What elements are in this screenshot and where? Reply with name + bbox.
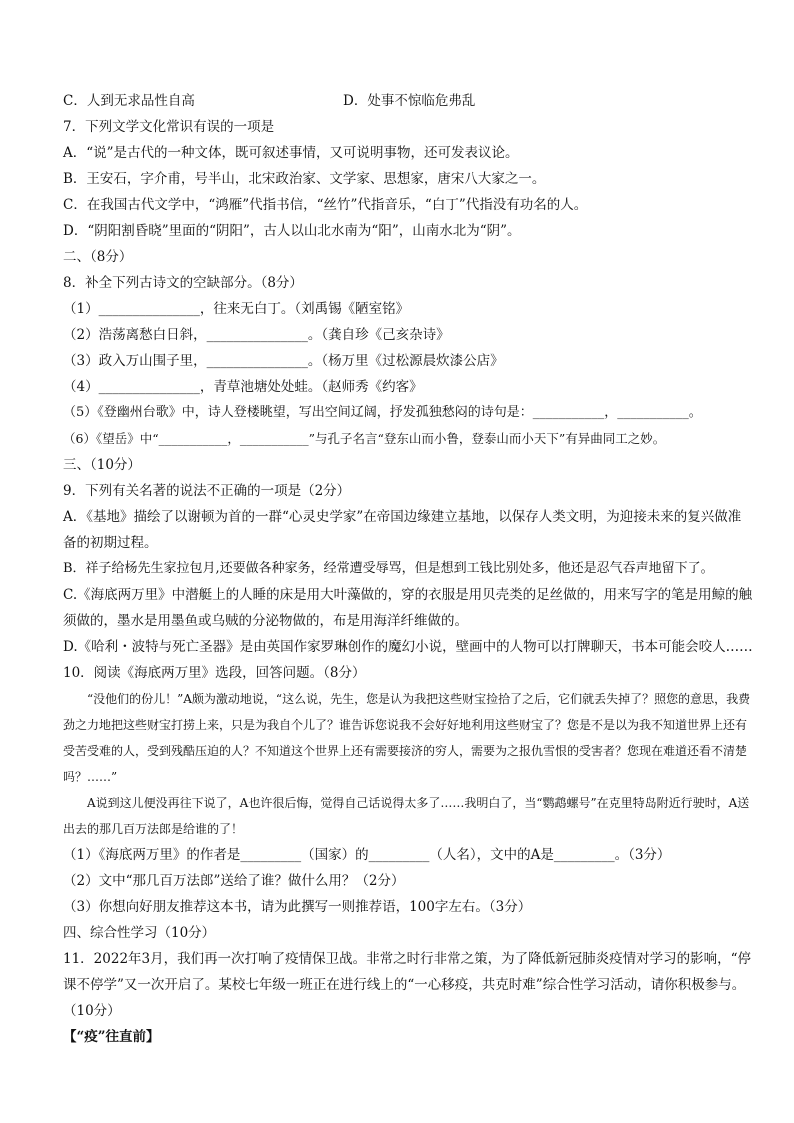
q9-option-c: C.《海底两万里》中潜艇上的人睡的床是用大叶藻做的，穿的衣服是用贝壳类的足丝做的，用来写字的笔是用鲸的触须做的，墨水是用墨鱼或乌贼的分泌物做的，布是用海洋纤维做的。 bbox=[63, 587, 753, 629]
q10-subquestion-3: （3）你想向好朋友推荐这本书，请为此撰写一则推荐语，100字左右。（3分） bbox=[63, 899, 532, 915]
q10-stem: 10．阅读《海底两万里》选段，回答问题。（8分） bbox=[63, 665, 366, 681]
section-4-heading: 四、综合性学习（10分） bbox=[63, 925, 216, 941]
q8-line-3: （3）政入万山围子里，_______________。（杨万里《过松源晨炊漆公店》 bbox=[63, 353, 504, 369]
q8-line-6: （6）《望岳》中“___________，___________”与孔子名言“登东山而小鲁，登泰山而小天下”有异曲同工之妙。 bbox=[63, 431, 666, 446]
q7-option-a: A．“说”是古代的一种文体，既可叙述事情，又可说明事物，还可发表议论。 bbox=[63, 145, 519, 161]
q6-options-cd bbox=[63, 88, 753, 114]
q7-option-c: C．在我国古代文学中，“鸿雁”代指书信，“丝竹”代指音乐，“白丁”代指没有功名的人。 bbox=[63, 197, 588, 213]
section-2-heading: 二、（8分） bbox=[63, 249, 133, 265]
q7-option-b: B．王安石，字介甫，号半山，北宋政治家、文学家、思想家，唐宋八大家之一。 bbox=[63, 171, 546, 187]
q11-subheading: 【“疫”往直前】 bbox=[63, 1029, 160, 1045]
exam-page bbox=[63, 88, 753, 1050]
q6-option-c: C．人到无求品性自高 bbox=[63, 93, 195, 109]
q10-passage-paragraph-2: A说到这儿便没再往下说了，A也许很后悔，觉得自己话说得太多了……我明白了，当“鹦鹉螺号”在克里特岛附近行驶时，A送出去的那几百万法郎是给谁的了！ bbox=[63, 796, 750, 836]
q9-option-a: A．《基地》描绘了以谢顿为首的一群“心灵史学家”在帝国边缘建立基地，以保存人类文明，为迎接未来的复兴做准备的初期过程。 bbox=[63, 509, 742, 551]
q8-line-4: （4）_______________，青草池塘处处蛙。（赵师秀《约客》 bbox=[63, 379, 423, 395]
q7-option-d: D．“阴阳割昏晓”里面的“阴阳”，古人以山北水南为“阳”，山南水北为“阴”。 bbox=[63, 223, 521, 239]
section-3-heading: 三、（10分） bbox=[63, 457, 141, 473]
q7-stem: 7．下列文学文化常识有误的一项是 bbox=[63, 119, 275, 135]
q8-stem: 8．补全下列古诗文的空缺部分。（8分） bbox=[63, 275, 303, 291]
q10-subquestion-1: （1）《海底两万里》的作者是_________（国家）的_________（人名），文中的A是_________。（3分） bbox=[63, 847, 671, 863]
q8-line-5: （5）《登幽州台歌》中，诗人登楼眺望，写出空间辽阔，抒发孤独愁闷的诗句是：___________，___________。 bbox=[63, 405, 702, 420]
q9-option-b: B．祥子给杨先生家拉包月,还要做各种家务，经常遭受辱骂，但是想到工钱比别处多，他还是忍气吞声地留下了。 bbox=[63, 561, 714, 576]
q11-stem: 11．2022年3月，我们再一次打响了疫情保卫战。非常之时行非常之策，为了降低新冠肺炎疫情对学习的影响，“停课不停学”又一次开启了。某校七年级一班正在进行线上的“一心移疫，共克时难”综合性学习活动，请你积极参与。（10分） bbox=[63, 951, 752, 1019]
q9-option-d: D.《哈利・波特与死亡圣器》是由英国作家罗琳创作的魔幻小说，壁画中的人物可以打牌聊天，书本可能会咬人…… bbox=[63, 639, 753, 655]
q10-passage-paragraph-1: “没他们的份儿！”A颇为激动地说，“这么说，先生，您是认为我把这些财宝捡拾了之后，它们就丢失掉了？照您的意思，我费劲之力地把这些财宝打捞上来，只是为我自个儿了？谁告诉您说我不会好好地利用这些财宝了？您是不是以为我不知道世界上还有受苦受难的人，受到残酷压迫的人？不知道这个世界上还有需要接济的穷人，需要为之报仇雪恨的受害者？您现在难道还看不清楚吗？……” bbox=[63, 692, 751, 784]
q8-line-1: （1）_______________，往来无白丁。（刘禹锡《陋室铭》 bbox=[63, 301, 410, 317]
q10-subquestion-2: （2）文中“那几百万法郎”送给了谁？做什么用？（2分） bbox=[63, 873, 405, 889]
q8-line-2: （2）浩荡离愁白日斜，_______________。（龚自珍《己亥杂诗》 bbox=[63, 327, 450, 343]
q6-option-d: D．处事不惊临危弗乱 bbox=[343, 93, 476, 109]
q9-stem: 9．下列有关名著的说法不正确的一项是（2分） bbox=[63, 483, 351, 499]
